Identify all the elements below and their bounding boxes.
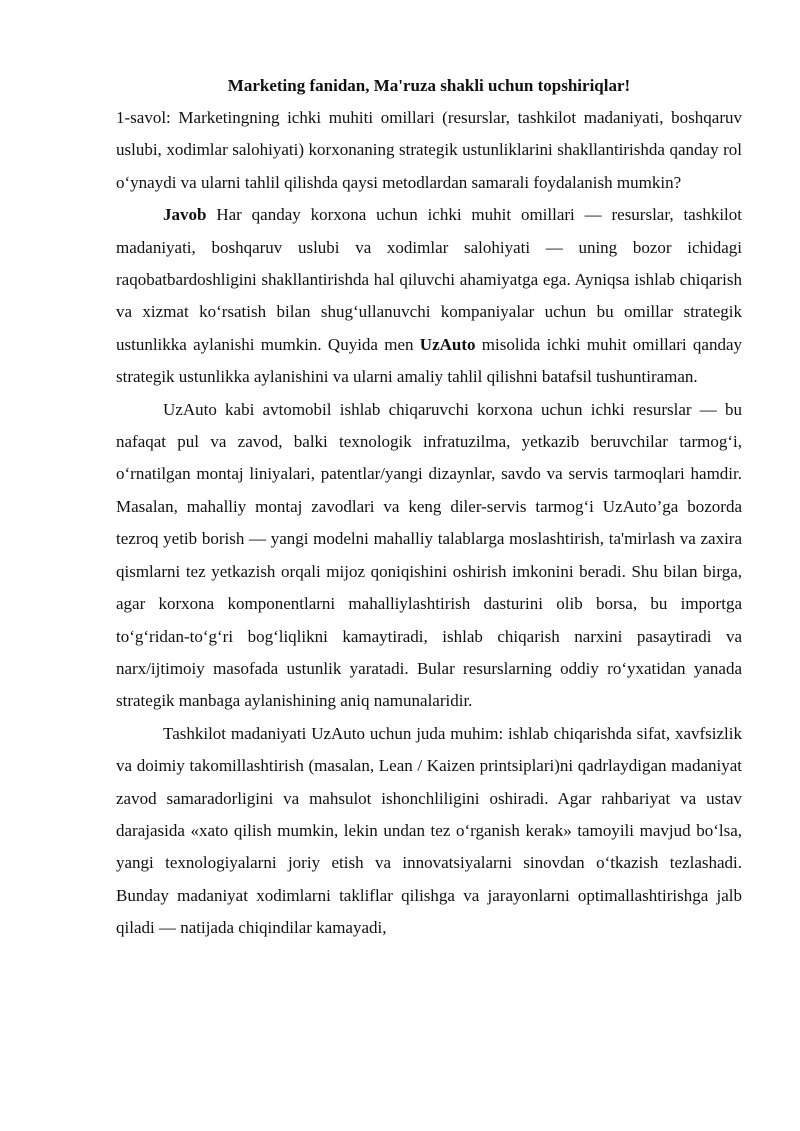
answer-paragraph-3: Tashkilot madaniyati UzAuto uchun juda muhim: ishlab chiqarishda sifat, xavfsizlik va doimiy takomillashtirish (masalan, Lean / Kaizen printsiplari)ni qadrlaydigan madaniyat zavod samaradorligini va mahsulot ishonchliligini oshiradi. Agar rahbariyat va ustav darajasida «xato qilish mumkin, lekin undan tez o‘rganish kerak» tamoyili mavjud bo‘lsa, yangi texnologiyalarni joriy etish va innovatsiyalarni sinovdan o‘tkazish tezlashadi. Bunday madaniyat xodimlarni takliflar qilishga va jarayonlarni optimallashtirishga jalb qiladi — natijada chiqindilar kamayadi, [116,723,742,938]
answer-paragraph-1 [116,199,742,393]
document-page [116,72,742,945]
question-paragraph: 1-savol: Marketingning ichki muhiti omillari (resurslar, tashkilot madaniyati, boshqaruv uslubi, xodimlar salohiyati) korxonaning strategik ustunliklarini shakllantirishda qanday rol o‘ynaydi va ularni tahlil qilishda qaysi metodlardan samarali foydalanish mumkin? [116,108,742,192]
answer-text-part-2: misolida ichki muhit omillari qanday strategik ustunlikka aylanishini va ularni amaliy tahlil qilishni batafsil tushuntiraman. [116,334,742,387]
answer-paragraph-2: UzAuto kabi avtomobil ishlab chiqaruvchi korxona uchun ichki resurslar — bu nafaqat pul va zavod, balki texnologik infratuzilma, yetkazib beruvchilar tarmog‘i, o‘rnatilgan montaj liniyalari, patentlar/yangi dizaynlar, savdo va servis tarmoqlari hamdir. Masalan, mahalliy montaj zavodlari va keng diler-servis tarmog‘i UzAuto’ga bozorda tezroq yetib borish — yangi modelni mahalliy talablarga moslashtirish, ta'mirlash va zaxira qismlarni tez yetkazish orqali mijoz qoniqishini oshirish imkonini beradi. Shu bilan birga, agar korxona komponentlarni mahalliylashtirish dasturini olib borsa, bu importga to‘g‘ridan-to‘g‘ri bog‘liqlikni kamaytiradi, ishlab chiqarish narxini pasaytiradi va narx/ijtimoiy masofada ustunlik yaratadi. Bular resurslarning oddiy ro‘yxatidan yanada strategik manbaga aylanishining aniq namunalaridir. [116,399,742,711]
company-name: UzAuto [419,334,476,354]
answer-text-part-1: Har qanday korxona uchun ichki muhit omillari — resurslar, tashkilot madaniyati, boshqaruv uslubi va xodimlar salohiyati — uning bozor ichidagi raqobatbardoshligini shakllantirishda hal qiluvchi ahamiyatga ega. Ayniqsa ishlab chiqarish va xizmat ko‘rsatish bilan shug‘ullanuvchi kompaniyalar uchun bu omillar strategik ustunlikka aylanishi mumkin. Quyida men [116,205,742,354]
answer-label: Javob [163,205,207,225]
document-title: Marketing fanidan, Ma'ruza shakli uchun topshiriqlar! [227,76,631,95]
